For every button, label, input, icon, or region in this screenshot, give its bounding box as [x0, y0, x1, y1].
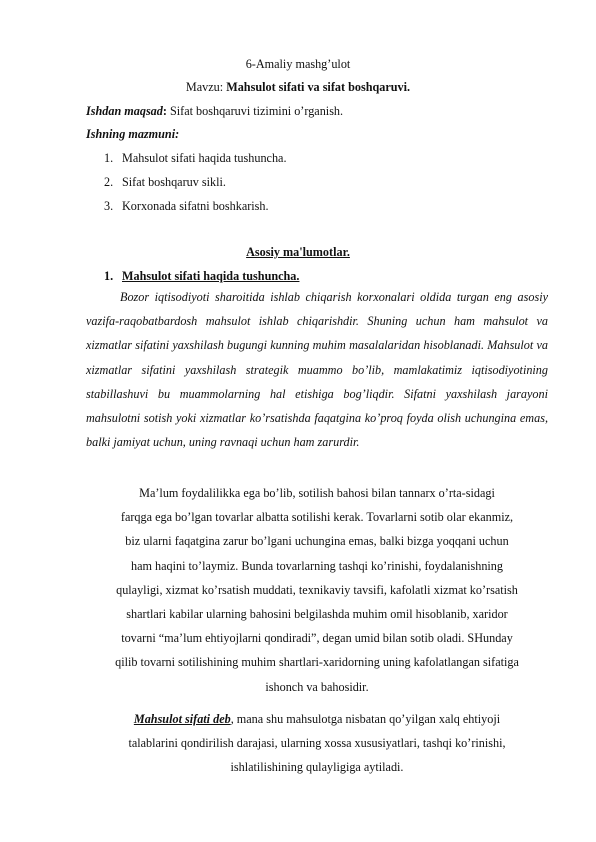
goal-label: Ishdan maqsad [86, 104, 163, 118]
list-item [104, 150, 287, 166]
list-number: 1. [104, 151, 114, 165]
paragraph-line: qilib tovarni sotilishining muhim shartlari-xaridorning uning kafolatlangan sifatiga [115, 655, 519, 670]
subheading-text: Mahsulot sifati haqida tushuncha. [122, 269, 300, 283]
list-item [104, 198, 269, 214]
list-item [104, 174, 226, 190]
paragraph-line: biz ularni faqatgina zarur bo’lgani uchungina emas, balki bizga yoqqani uchun [125, 534, 509, 549]
list-text: Korxonada sifatni boshkarish. [122, 199, 269, 213]
paragraph-intro: Bozor iqtisodiyoti sharoitida ishlab chiqarish korxonalari oldida turgan eng asosiy vazifa-raqobatbardosh mahsulot ishlab chiqarishdir. Shuning uchun ham mahsulot va xizmatlar sifatini yaxshilash bugungi kunning muhim masalalaridan hisoblanadi. Mahsulot va xizmatlar sifatini yaxshilash strategik muammo bo’lib, mamlakatimiz iqtisodiyotining stabillashuvi bu muammolarning hal etishiga bog’liqdir. Sifatni yaxshilash jarayoni mahsulotni sotish yoki xizmatlar ko’rsatishda faqatgina ko’proq foyda olish uchungina emas, balki jamiyat uchun, uning ravnaqi uchun ham zarurdir. [86, 290, 548, 450]
topic-line [0, 79, 596, 95]
subheading [104, 268, 299, 284]
paragraph-line: ishlatilishining qulayligiga aytiladi. [230, 760, 404, 775]
list-text: Mahsulot sifati haqida tushuncha. [122, 151, 287, 165]
subheading-number: 1. [104, 269, 114, 283]
paragraph-goods [86, 481, 548, 699]
practical-title: 6-Amaliy mashg’ulot [245, 57, 351, 71]
paragraph-line: talablarini qondirilish darajasi, ularning xossa xususiyatlari, tashqi ko’rinishi, [128, 736, 506, 751]
list-text: Sifat boshqaruv sikli. [122, 175, 226, 189]
list-number: 2. [104, 175, 114, 189]
paragraph-line: ham haqini to’laymiz. Bunda tovarlarning tashqi ko’rinishi, foydalanishning [131, 558, 503, 573]
paragraph-line: Ma’lum foydalilikka ega bo’lib, sotilish bahosi bilan tannarx o’rta-sidagi [139, 486, 495, 500]
topic-label: Mavzu: [185, 80, 227, 94]
content-label: Ishning mazmuni: [86, 127, 180, 141]
paragraph-line: tovarni “ma’lum ehtiyojlarni qondiradi”, degan umid bilan sotib oladi. SHunday [121, 631, 513, 646]
goal-line [86, 103, 343, 119]
defined-term: Mahsulot sifati deb [133, 712, 231, 726]
paragraph-line: ishonch va bahosidir. [265, 679, 369, 694]
paragraph-line: farqga ega bo’lgan tovarlar albatta sotilishi kerak. Tovarlarni sotib olar ekanmiz, [120, 510, 514, 525]
paragraph-line: shartlari kabilar ularning bahosini belgilashda muhim omil hisoblanib, xaridor [126, 607, 508, 622]
paragraph-definition [86, 707, 548, 780]
paragraph-line: qulayligi, xizmat ko’rsatish muddati, texnikaviy tavsifi, kafolatli xizmat ko’rsatish [116, 582, 518, 597]
goal-colon: : [162, 104, 170, 118]
goal-text: Sifat boshqaruvi tizimini o’rganish. [169, 104, 344, 118]
definition-text: , mana shu mahsulotga nisbatan qo’yilgan xalq ehtiyoji [230, 712, 501, 726]
topic-value: Mahsulot sifati va sifat boshqaruvi. [226, 80, 411, 94]
paragraph-line [86, 707, 548, 731]
list-number: 3. [104, 199, 114, 213]
section-title: Asosiy ma'lumotlar. [246, 245, 350, 259]
